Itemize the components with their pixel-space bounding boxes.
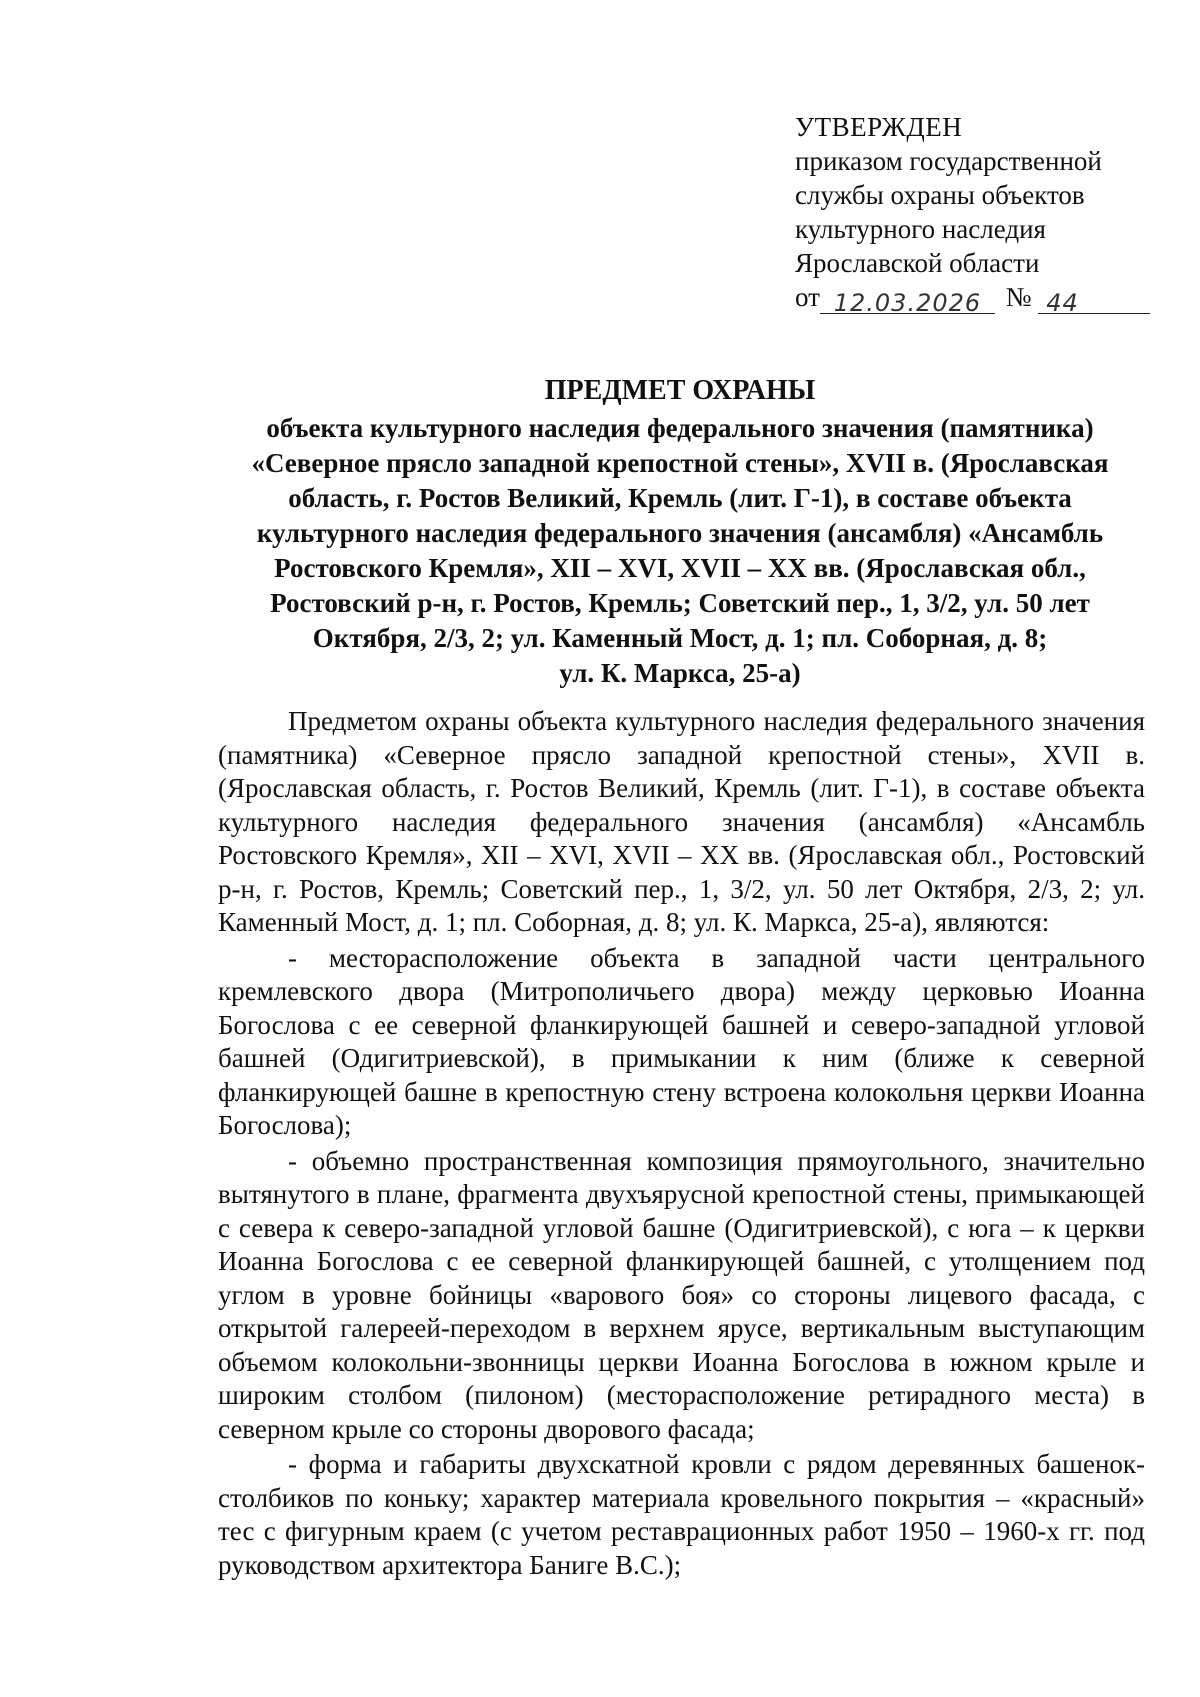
number-prefix: № [1005,282,1032,312]
subtitle-line-4: культурного наследия федерального значения (ансамбля) «Ансамбль [256,518,1104,548]
subtitle-line-3: область, г. Ростов Великий, Кремль (лит. Г-1), в составе объекта [288,483,1072,513]
list-item: - форма и габариты двухскатной кровли с рядом деревянных башенок-столбиков по коньку; характер материала кровельного покрытия – «красный» тес с фигурным краем (с учетом реставрационных работ 1950 – 1960-х гг. под руководством архитектора Баниге В.С.); [218,1449,1145,1580]
subtitle-line-2: «Северное прясло западной крепостной стены», XVII в. (Ярославская [251,448,1109,478]
approval-line-4: Ярославской области [795,248,1040,278]
approval-line-2: службы охраны объектов [795,180,1085,210]
subtitle-line-8: ул. К. Маркса, 25-а) [559,658,801,688]
approval-line-1: приказом государственной [795,146,1102,176]
intro-paragraph: Предметом охраны объекта культурного наследия федерального значения (памятника) «Северное прясло западной крепостной стены», XVII в. (Ярославская область, г. Ростов Великий, Кремль (лит. Г-1), в составе объекта культурного наследия федерального значения (ансамбля) «Ансамбль Ростовского Кремля», XII – XVI, XVII – XX вв. (Ярославская обл., Ростовский р-н, г. Ростов, Кремль; Советский пер., 1, 3/2, ул. 50 лет Октября, 2/3, 2; ул. Каменный Мост, д. 1; пл. Соборная, д. 8; ул. К. Маркса, 25-а), являются: [218,706,1145,937]
approval-line-3: культурного наследия [795,214,1046,244]
number-field [1038,285,1150,317]
document-title: ПРЕДМЕТ ОХРАНЫ [544,375,816,406]
list-item: - месторасположение объекта в западной части центрального кремлевского двора (Митрополичьего двора) между церковью Иоанна Богослова с ее северной фланкирующей башней и северо-западной угловой башней (Одигитриевской), в примыкании к ним (ближе к северной фланкирующей башне в крепостную стену встроена колокольня церкви Иоанна Богослова); [218,942,1145,1140]
approval-title: УТВЕРЖДЕН [795,112,963,142]
date-prefix: от [795,282,820,312]
handwritten-date: 12.03.2026 [833,289,982,317]
subtitle-line-7: Октября, 2/3, 2; ул. Каменный Мост, д. 1; пл. Соборная, д. 8; [312,623,1048,653]
handwritten-number: 44 [1046,289,1079,317]
subtitle-line-1: объекта культурного наследия федерального значения (памятника) [266,413,1094,443]
subtitle-line-6: Ростовский р-н, г. Ростов, Кремль; Советский пер., 1, 3/2, ул. 50 лет [270,588,1090,618]
approval-block [795,110,1155,317]
subtitle-line-5: Ростовского Кремля», XII – XVI, XVII – XX вв. (Ярославская обл., [274,553,1086,583]
list-item: - объемно пространственная композиция прямоугольного, значительно вытянутого в плане, фрагмента двухъярусной крепостной стены, примыкающей с севера к северо-западной угловой башне (Одигитриевской), с юга – к церкви Иоанна Богослова с ее северной фланкирующей башней, с утолщением под углом в уровне бойницы «варового боя» со стороны лицевого фасада, с открытой галереей-переходом в верхнем ярусе, вертикальным выступающим объемом колокольни-звонницы церкви Иоанна Богослова в южном крыле и широким столбом (пилоном) (месторасположение ретирадного места) в северном крыле со стороны дворового фасада; [218,1145,1145,1444]
document-body [218,705,1145,1584]
date-field [820,285,995,317]
document-heading [215,373,1145,691]
approval-date-line [795,280,1155,317]
